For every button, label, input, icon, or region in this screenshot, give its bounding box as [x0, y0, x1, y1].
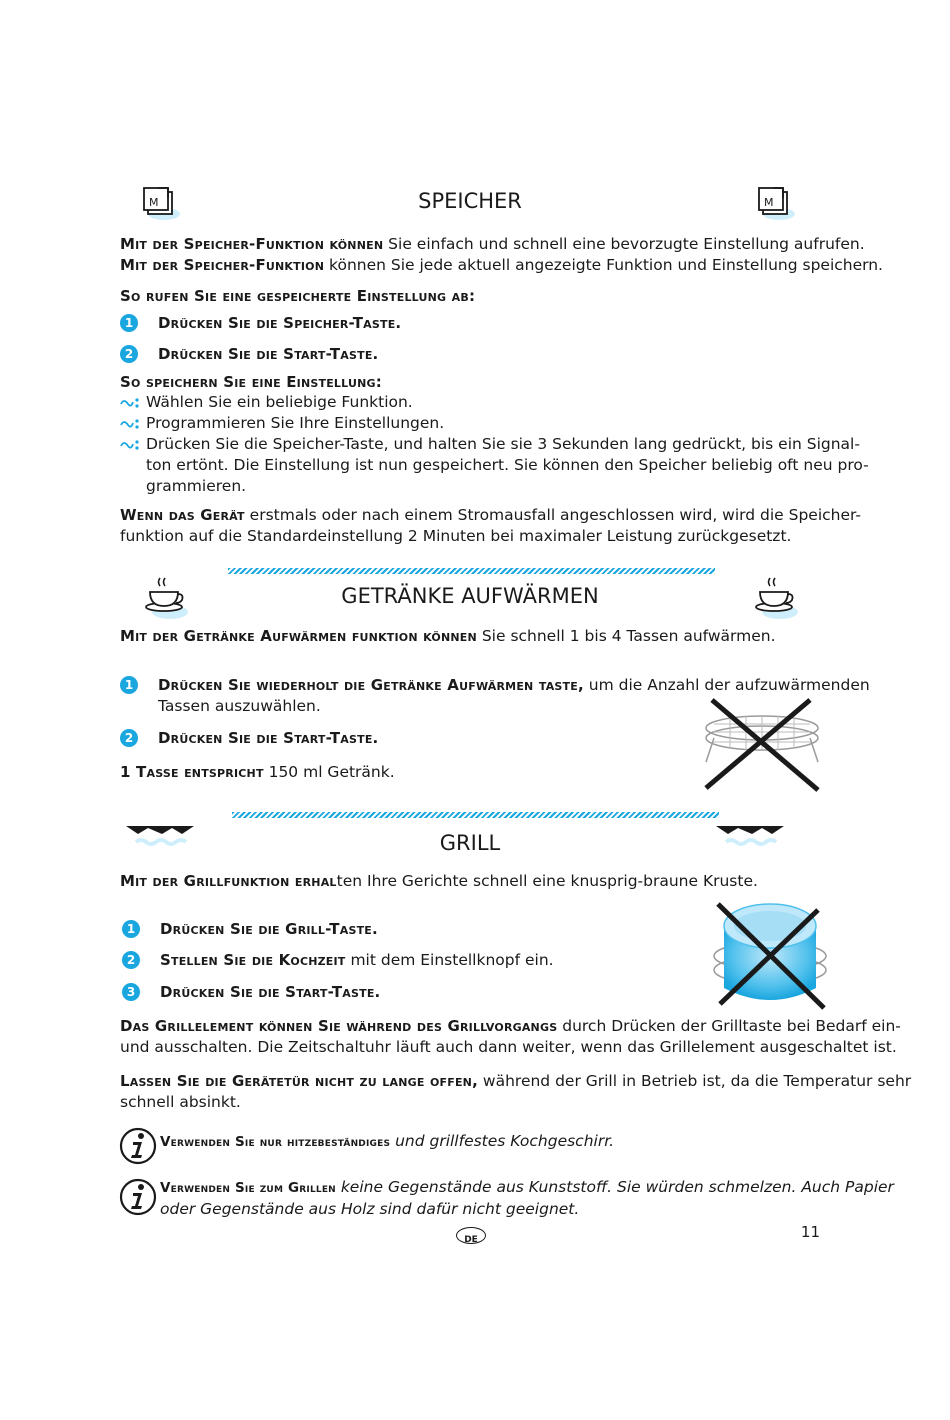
- reset-line-2: funktion auf die Standardeinstellung 2 Minuten bei maximaler Leistung zurückgesetzt.: [120, 527, 792, 545]
- note-1-sc: Verwenden Sie nur hitzebeständiges: [160, 1134, 391, 1150]
- bullet-icon: [120, 396, 144, 412]
- speicher-intro-2-rest: können Sie jede aktuell angezeigte Funktion und Einstellung speichern.: [324, 256, 883, 274]
- speicher-intro-1-rest: Sie einfach und schnell eine bevorzugte Einstellung aufrufen.: [383, 235, 865, 253]
- speicher-intro-2: [120, 255, 883, 276]
- step-number: 2: [120, 345, 138, 363]
- getraenke-intro-rest: Sie schnell 1 bis 4 Tassen aufwärmen.: [476, 627, 776, 645]
- grill-step-1-sc: Drücken Sie die Grill-Taste.: [160, 920, 378, 938]
- grill-door-line-2: schnell absinkt.: [120, 1093, 241, 1111]
- save-bullet-3-line: Drücken Sie die Speicher-Taste, und halten Sie sie 3 Sekunden lang gedrückt, bis ein Signal-: [146, 435, 860, 453]
- step-number: 1: [122, 920, 140, 938]
- grill-door-sc: Lassen Sie die Gerätetür nicht zu lange offen,: [120, 1072, 478, 1090]
- info-icon: [118, 1126, 158, 1166]
- save-bullet-3-line: grammieren.: [146, 477, 247, 495]
- grill-door-rest: während der Grill in Betrieb ist, da die Temperatur sehr: [477, 1072, 912, 1090]
- grill-step-2-sc: Stellen Sie die Kochzeit: [160, 951, 346, 969]
- cup-equivalent-sc: 1 Tasse entspricht: [120, 763, 264, 781]
- recall-step-1: Drücken Sie die Speicher-Taste.: [158, 314, 402, 332]
- getraenke-step-1-line-2: Tassen auszuwählen.: [158, 697, 321, 715]
- save-heading: So speichern Sie eine Einstellung:: [120, 373, 382, 391]
- recall-heading: So rufen Sie eine gespeicherte Einstellung ab:: [120, 287, 476, 305]
- bullet-icon: [120, 438, 144, 454]
- note-2-rest: keine Gegenstände aus Kunststoff. Sie würden schmelzen. Auch Papier: [335, 1178, 894, 1196]
- note-1: [160, 1131, 830, 1153]
- getraenke-step-1-sc: Drücken Sie wiederholt die Getränke Aufwärmen taste,: [158, 676, 584, 694]
- grill-intro-rest: ten Ihre Gerichte schnell eine knusprig-braune Kruste.: [336, 872, 758, 890]
- section-title-speicher: SPEICHER: [418, 189, 522, 213]
- save-bullet-1: Wählen Sie ein beliebige Funktion.: [146, 393, 413, 411]
- cup-equivalent-rest: 150 ml Getränk.: [263, 763, 395, 781]
- note-1-rest: und grillfestes Kochgeschirr.: [390, 1132, 615, 1150]
- bullet-icon: [120, 417, 144, 433]
- save-bullet-2: Programmieren Sie Ihre Einstellungen.: [146, 414, 445, 432]
- speicher-intro-1-sc: Mit der Speicher-Funktion können: [120, 235, 384, 253]
- speicher-intro-2-sc: Mit der Speicher-Funktion: [120, 256, 325, 274]
- info-icon: [118, 1177, 158, 1217]
- save-bullet-3: [146, 434, 869, 497]
- section-divider: [228, 568, 715, 574]
- memory-icon-letter: M: [149, 196, 159, 209]
- language-badge-label: DE: [464, 1235, 478, 1245]
- note-2-sc: Verwenden Sie zum Grillen: [160, 1180, 336, 1196]
- grill-element-rest: durch Drücken der Grilltaste bei Bedarf ein-: [557, 1017, 901, 1035]
- section-divider: [232, 812, 719, 818]
- step-number: 3: [122, 983, 140, 1001]
- note-2: [160, 1177, 894, 1220]
- getraenke-intro: [120, 626, 825, 647]
- section-title-grill: GRILL: [439, 831, 501, 855]
- grill-element-line-2: und ausschalten. Die Zeitschaltuhr läuft auch dann weiter, wenn das Grillelement ausgeschaltet ist.: [120, 1038, 897, 1056]
- save-bullet-3-line: ton ertönt. Die Einstellung ist nun gespeichert. Sie können den Speicher beliebig oft neu pro-: [146, 456, 869, 474]
- grill-element-sc: Das Grillelement können Sie während des Grillvorgangs: [120, 1017, 558, 1035]
- getraenke-step-2: Drücken Sie die Start-Taste.: [158, 729, 379, 747]
- note-2-line-2: oder Gegenstände aus Holz sind dafür nicht geeignet.: [160, 1200, 580, 1218]
- section-title-getraenke: GETRÄNKE AUFWÄRMEN: [341, 584, 599, 608]
- grill-element-paragraph: [120, 1016, 901, 1058]
- grill-step-3-sc: Drücken Sie die Start-Taste.: [160, 983, 381, 1001]
- reset-paragraph: [120, 505, 862, 547]
- step-number: 2: [120, 729, 138, 747]
- reset-line-1: erstmals oder nach einem Stromausfall angeschlossen wird, wird die Speicher-: [244, 506, 862, 524]
- language-badge: [456, 1227, 486, 1244]
- grill-step-2-rest: mit dem Einstellknopf ein.: [345, 951, 554, 969]
- page-number: 11: [800, 1223, 820, 1241]
- memory-icon-letter: M: [764, 196, 774, 209]
- getraenke-step-1-rest: um die Anzahl der aufzuwärmenden: [583, 676, 870, 694]
- step-number: 1: [120, 314, 138, 332]
- recall-step-2: Drücken Sie die Start-Taste.: [158, 345, 379, 363]
- grill-intro-sc: Mit der Grillfunktion erhal: [120, 872, 337, 890]
- getraenke-intro-sc: Mit der Getränke Aufwärmen funktion können: [120, 627, 477, 645]
- no-plastic-dish-illustration: [710, 896, 828, 1014]
- step-number: 1: [120, 676, 138, 694]
- grill-intro: [120, 871, 825, 892]
- reset-sc: Wenn das Gerät: [120, 506, 245, 524]
- no-rack-illustration: [700, 698, 824, 792]
- step-number: 2: [122, 951, 140, 969]
- speicher-intro-1: [120, 234, 865, 255]
- grill-door-paragraph: [120, 1071, 912, 1113]
